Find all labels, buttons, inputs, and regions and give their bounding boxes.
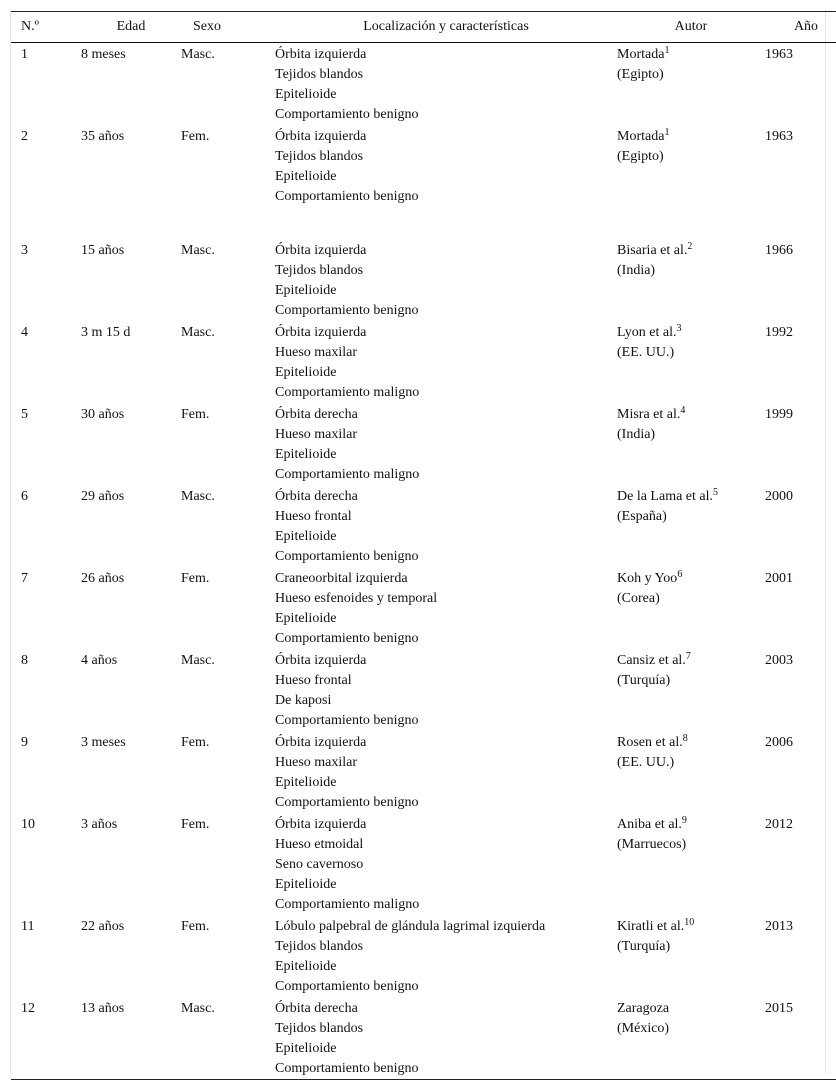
author-country: (Egipto): [617, 67, 664, 82]
author-line: [617, 127, 765, 147]
location-line: Hueso maxilar: [275, 345, 358, 360]
cell-author: [617, 915, 765, 997]
cell-age: 8 meses: [81, 47, 126, 62]
cell-age: 29 años: [81, 489, 125, 504]
location-line: Tejidos blandos: [275, 939, 364, 954]
table-row: [11, 813, 836, 915]
cell-age: 35 años: [81, 129, 125, 144]
cell-sex: Masc.: [181, 325, 215, 340]
reference-number: 5: [713, 487, 719, 498]
reference-number: 7: [685, 651, 691, 662]
author-name: Bisaria et al.: [617, 243, 688, 258]
location-line: Comportamiento maligno: [275, 467, 420, 482]
cell-author: [617, 649, 765, 731]
location-line: Órbita derecha: [275, 1001, 358, 1016]
location-line: Epitelioide: [275, 169, 337, 184]
table-body: [11, 43, 836, 1080]
location-line: Epitelioide: [275, 877, 337, 892]
reference-number: 4: [680, 405, 686, 416]
location-line: Epitelioide: [275, 1041, 337, 1056]
cell-sex: Fem.: [181, 919, 210, 934]
cell-sex: Fem.: [181, 817, 210, 832]
cell-author: [617, 125, 765, 227]
author-country: (Egipto): [617, 149, 664, 164]
cell-location: [275, 43, 617, 126]
cell-location: [275, 567, 617, 649]
cell-year: 2003: [765, 653, 793, 668]
location-line: Epitelioide: [275, 959, 337, 974]
author-country: (India): [617, 427, 656, 442]
location-line: Comportamiento benigno: [275, 795, 419, 810]
reference-number: 1: [664, 127, 670, 138]
author-line: [617, 733, 765, 753]
location-line: Epitelioide: [275, 87, 337, 102]
location-line: Órbita izquierda: [275, 325, 367, 340]
table-row: [11, 43, 836, 126]
author-country: (Turquía): [617, 673, 671, 688]
reference-number: 3: [676, 323, 682, 334]
cell-num: 2: [21, 129, 28, 144]
header-age: Edad: [81, 12, 181, 43]
author-name: Kiratli et al.: [617, 919, 685, 934]
author-country: (Marruecos): [617, 837, 687, 852]
author-line: [617, 487, 765, 507]
reference-number: 6: [677, 569, 683, 580]
header-num: N.º: [11, 12, 81, 43]
author-country: (México): [617, 1021, 670, 1036]
cell-num: 11: [21, 919, 35, 934]
cell-year: 1992: [765, 325, 793, 340]
header-year: Año: [765, 12, 836, 43]
location-line: Epitelioide: [275, 283, 337, 298]
location-line: Órbita izquierda: [275, 243, 367, 258]
cell-sex: Masc.: [181, 47, 215, 62]
table-row: [11, 403, 836, 485]
location-line: Tejidos blandos: [275, 67, 364, 82]
author-line: [617, 241, 765, 261]
cell-location: [275, 125, 617, 227]
cell-author: [617, 43, 765, 126]
author-country: (India): [617, 263, 656, 278]
author-name: Lyon et al.: [617, 325, 677, 340]
table-row: [11, 321, 836, 403]
location-line: Comportamiento benigno: [275, 979, 419, 994]
author-line: [617, 45, 765, 65]
cell-year: 1966: [765, 243, 793, 258]
author-name: Misra et al.: [617, 407, 681, 422]
cell-year: 2001: [765, 571, 793, 586]
author-country: (España): [617, 509, 667, 524]
cell-year: 2000: [765, 489, 793, 504]
table-header: [11, 12, 836, 43]
cell-author: [617, 227, 765, 321]
author-name: Zaragoza: [617, 1001, 670, 1016]
author-line: [617, 917, 765, 937]
cell-sex: Masc.: [181, 489, 215, 504]
cell-sex: Masc.: [181, 653, 215, 668]
cell-year: 1999: [765, 407, 793, 422]
cell-sex: Masc.: [181, 997, 275, 1080]
cell-location: [275, 403, 617, 485]
location-line: Comportamiento maligno: [275, 385, 420, 400]
cell-location: [275, 813, 617, 915]
cell-num: 6: [21, 489, 28, 504]
location-line: Comportamiento benigno: [275, 303, 419, 318]
cell-num: 10: [21, 817, 35, 832]
location-line: Comportamiento benigno: [275, 549, 419, 564]
cell-author: [617, 403, 765, 485]
author-name: Mortada: [617, 129, 665, 144]
table-row: [11, 125, 836, 227]
cell-num: 4: [21, 325, 28, 340]
table-row: [11, 915, 836, 997]
header-location: Localización y características: [275, 12, 617, 43]
cell-age: 3 m 15 d: [81, 325, 131, 340]
cell-num: 1: [21, 47, 28, 62]
table-row: [11, 997, 836, 1080]
author-line: [617, 815, 765, 835]
header-row: [11, 12, 836, 43]
location-line: Epitelioide: [275, 529, 337, 544]
cell-num: 12: [11, 997, 81, 1080]
cell-num: 9: [21, 735, 28, 750]
location-line: Comportamiento benigno: [275, 107, 419, 122]
cell-author: [617, 567, 765, 649]
location-line: Hueso etmoidal: [275, 837, 364, 852]
cell-sex: Fem.: [181, 129, 210, 144]
cell-author: [617, 485, 765, 567]
cell-location: [275, 649, 617, 731]
reference-number: 2: [687, 241, 693, 252]
author-name: Mortada: [617, 47, 665, 62]
reference-number: 9: [681, 815, 687, 826]
cell-num: 3: [21, 243, 28, 258]
cell-age: 30 años: [81, 407, 125, 422]
reference-number: 1: [664, 45, 670, 56]
location-line: Hueso maxilar: [275, 427, 358, 442]
cell-year: 1963: [765, 47, 793, 62]
cell-age: 3 años: [81, 817, 118, 832]
location-line: Craneoorbital izquierda: [275, 571, 408, 586]
location-line: Tejidos blandos: [275, 149, 364, 164]
table-row: [11, 227, 836, 321]
cell-year: 2015: [765, 997, 836, 1080]
header-sex: Sexo: [181, 12, 275, 43]
location-line: Tejidos blandos: [275, 263, 364, 278]
cell-age: 15 años: [81, 243, 125, 258]
location-line: Epitelioide: [275, 611, 337, 626]
author-line: [617, 569, 765, 589]
location-line: Hueso maxilar: [275, 755, 358, 770]
cell-location: [275, 915, 617, 997]
author-line: [617, 405, 765, 425]
author-country: (Corea): [617, 591, 660, 606]
location-line: Comportamiento benigno: [275, 1061, 419, 1076]
location-line: Epitelioide: [275, 775, 337, 790]
author-name: Koh y Yoo: [617, 571, 678, 586]
author-line: [617, 999, 765, 1019]
location-line: Comportamiento maligno: [275, 897, 420, 912]
location-line: Comportamiento benigno: [275, 713, 419, 728]
author-country: (EE. UU.): [617, 345, 675, 360]
author-country: (EE. UU.): [617, 755, 675, 770]
cell-age: 4 años: [81, 653, 118, 668]
cell-sex: Fem.: [181, 407, 210, 422]
cell-location: [275, 731, 617, 813]
cell-author: [617, 731, 765, 813]
location-line: Órbita derecha: [275, 489, 358, 504]
table-row: [11, 567, 836, 649]
cell-year: 2013: [765, 919, 793, 934]
location-line: Órbita derecha: [275, 407, 358, 422]
author-name: Aniba et al.: [617, 817, 682, 832]
cell-location: [275, 227, 617, 321]
location-line: Órbita izquierda: [275, 735, 367, 750]
location-line: Lóbulo palpebral de glándula lagrimal izquierda: [275, 919, 546, 934]
table-row: [11, 485, 836, 567]
header-author: Autor: [617, 12, 765, 43]
author-name: Rosen et al.: [617, 735, 683, 750]
cell-location: [275, 485, 617, 567]
cell-author: [617, 997, 765, 1080]
location-line: De kaposi: [275, 693, 332, 708]
location-line: Hueso frontal: [275, 509, 352, 524]
location-line: Órbita izquierda: [275, 129, 367, 144]
table-row: [11, 649, 836, 731]
cell-num: 8: [21, 653, 28, 668]
cell-year: 2006: [765, 735, 793, 750]
author-name: De la Lama et al.: [617, 489, 714, 504]
cell-sex: Masc.: [181, 243, 215, 258]
cell-age: 3 meses: [81, 735, 126, 750]
location-line: Seno cavernoso: [275, 857, 364, 872]
cell-age: 13 años: [81, 997, 181, 1080]
reference-number: 8: [682, 733, 688, 744]
cell-location: [275, 997, 617, 1080]
cases-table: [11, 11, 836, 1080]
cell-num: 5: [21, 407, 28, 422]
cell-num: 7: [21, 571, 28, 586]
cell-author: [617, 321, 765, 403]
author-name: Cansiz et al.: [617, 653, 686, 668]
cell-sex: Fem.: [181, 571, 210, 586]
location-line: Hueso frontal: [275, 673, 352, 688]
cell-age: 26 años: [81, 571, 125, 586]
cell-sex: Fem.: [181, 735, 210, 750]
location-line: Órbita izquierda: [275, 47, 367, 62]
cell-age: 22 años: [81, 919, 125, 934]
author-line: [617, 651, 765, 671]
author-line: [617, 323, 765, 343]
location-line: Tejidos blandos: [275, 1021, 364, 1036]
reference-number: 10: [684, 917, 695, 928]
table-row: [11, 731, 836, 813]
cell-year: 2012: [765, 817, 793, 832]
cell-author: [617, 813, 765, 915]
location-line: Comportamiento benigno: [275, 189, 419, 204]
location-line: Epitelioide: [275, 365, 337, 380]
location-line: Comportamiento benigno: [275, 631, 419, 646]
author-country: (Turquía): [617, 939, 671, 954]
cell-location: [275, 321, 617, 403]
location-line: Hueso esfenoides y temporal: [275, 591, 438, 606]
location-line: Órbita izquierda: [275, 817, 367, 832]
location-line: Órbita izquierda: [275, 653, 367, 668]
location-line: Epitelioide: [275, 447, 337, 462]
cell-year: 1963: [765, 129, 793, 144]
